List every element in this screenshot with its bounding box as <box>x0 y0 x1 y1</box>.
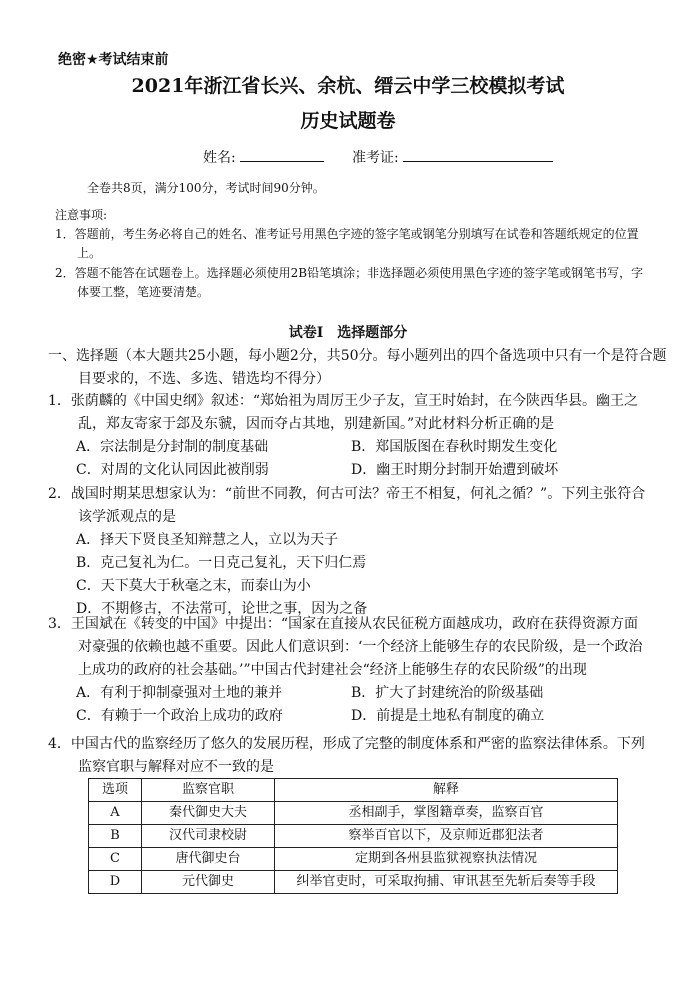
exam-info: 全卷共8页，满分100分，考试时间90分钟。 <box>87 181 325 195</box>
question-2 <box>48 483 648 622</box>
table-cell: 定期到各州县监狱视察执法情况 <box>275 848 618 871</box>
option-d[interactable]: D．不期修古，不法常可，论世之事，因为之备 <box>76 601 368 618</box>
table-cell: D <box>89 871 142 894</box>
table-cell: 汉代司隶校尉 <box>142 825 275 848</box>
table-cell: 秦代御史大夫 <box>142 802 275 825</box>
name-label: 姓名: <box>203 150 236 166</box>
notes-section <box>55 206 645 302</box>
name-blank[interactable] <box>240 147 324 162</box>
question-stem: 3．王国斌在《转变的中国》中提出：“国家在直接从农民征税方面越成功，政府在获得资源方面对豪强的依赖也越不重要。因此人们意识到：‘一个经济上能够生存的农民阶级，是一个政治上成功的政府的社会基础。’”中国古代封建社会“经济上能够生存的农民阶级”的出现 <box>48 616 643 679</box>
note-item: 2．答题不能答在试题卷上。选择题必须使用2B铅笔填涂；非选择题必须使用黑色字迹的签字笔或钢笔书写，字体要工整，笔迹要清楚。 <box>55 265 644 299</box>
exam-subtitle: 历史试题卷 <box>300 110 396 132</box>
table-header: 选项 <box>89 779 142 802</box>
option-c[interactable]: C．对周的文化认同因此被削弱 <box>76 462 269 479</box>
question-stem: 4．中国古代的监察经历了悠久的发展历程，形成了完整的制度体系和严密的监察法律体系。下列监察官职与解释对应不一致的是 <box>48 736 645 776</box>
exam-title: 2021年浙江省长兴、余杭、缙云中学三校模拟考试 <box>131 75 565 97</box>
table-row <box>89 802 618 825</box>
option-b[interactable]: B．扩大了封建统治的阶级基础 <box>351 685 544 702</box>
exam-id-blank[interactable] <box>403 147 553 162</box>
option-c[interactable]: C．天下莫大于秋毫之末，而泰山为小 <box>76 578 311 595</box>
question-4 <box>48 733 648 779</box>
table-cell: C <box>89 848 142 871</box>
table-cell: 丞相副手，掌图籍章奏，监察百官 <box>275 802 618 825</box>
table-cell: 元代御史 <box>142 871 275 894</box>
option-b[interactable]: B．克己复礼为仁。一日克己复礼，天下归仁焉 <box>76 555 367 572</box>
section-title: 试卷Ⅰ 选择题部分 <box>288 325 408 341</box>
supervision-table <box>88 778 618 894</box>
secret-mark: 绝密★考试结束前 <box>58 52 169 68</box>
question-stem: 2．战国时期某思想家认为：“前世不同教，何古可法？帝王不相复，何礼之循？”。下列主张符合该学派观点的是 <box>48 486 646 526</box>
option-a[interactable]: A．有利于抑制豪强对土地的兼并 <box>76 685 283 702</box>
question-3 <box>48 613 648 728</box>
table-row <box>89 848 618 871</box>
option-d[interactable]: D．前提是土地私有制度的确立 <box>351 708 545 725</box>
table-row <box>89 871 618 894</box>
question-1 <box>48 390 648 482</box>
exam-id-field <box>352 147 553 170</box>
table-cell: 唐代御史台 <box>142 848 275 871</box>
section-instruction: 一、选择题（本大题共25小题，每小题2分，共50分。每小题列出的四个备选项中只有一个是符合题目要求的，不选、多选、错选均不得分） <box>48 348 667 388</box>
table-cell: B <box>89 825 142 848</box>
table-header: 解释 <box>275 779 618 802</box>
table-cell: A <box>89 802 142 825</box>
option-a[interactable]: A．择天下贤良圣知辩慧之人，立以为天子 <box>76 532 339 549</box>
question-stem: 1．张荫麟的《中国史纲》叙述：“郑始祖为周厉王少子友，宣王时始封，在今陕西华县。幽王之乱，郑友寄家于郐及东虢，因而夺占其地，别建新国。”对此材料分析正确的是 <box>48 393 639 433</box>
option-c[interactable]: C．有赖于一个政治上成功的政府 <box>76 708 283 725</box>
option-b[interactable]: B．郑国版图在春秋时期发生变化 <box>351 439 558 456</box>
table-row <box>89 825 618 848</box>
exam-id-label: 准考证: <box>352 150 399 166</box>
table-header-row <box>89 779 618 802</box>
table-cell: 纠举官吏时，可采取拘捕、审讯甚至先斩后奏等手段 <box>275 871 618 894</box>
option-a[interactable]: A．宗法制是分封制的制度基础 <box>76 439 269 456</box>
note-item: 1．答题前，考生务必将自己的姓名、准考证号用黑色字迹的签字笔或钢笔分别填写在试卷和答题纸规定的位置上。 <box>55 227 639 261</box>
table-cell: 察举百官以下，及京师近郡犯法者 <box>275 825 618 848</box>
option-d[interactable]: D．幽王时期分封制开始遭到破坏 <box>351 462 559 479</box>
notes-heading: 注意事项: <box>55 208 108 222</box>
name-field <box>203 147 324 170</box>
table-header: 监察官职 <box>142 779 275 802</box>
